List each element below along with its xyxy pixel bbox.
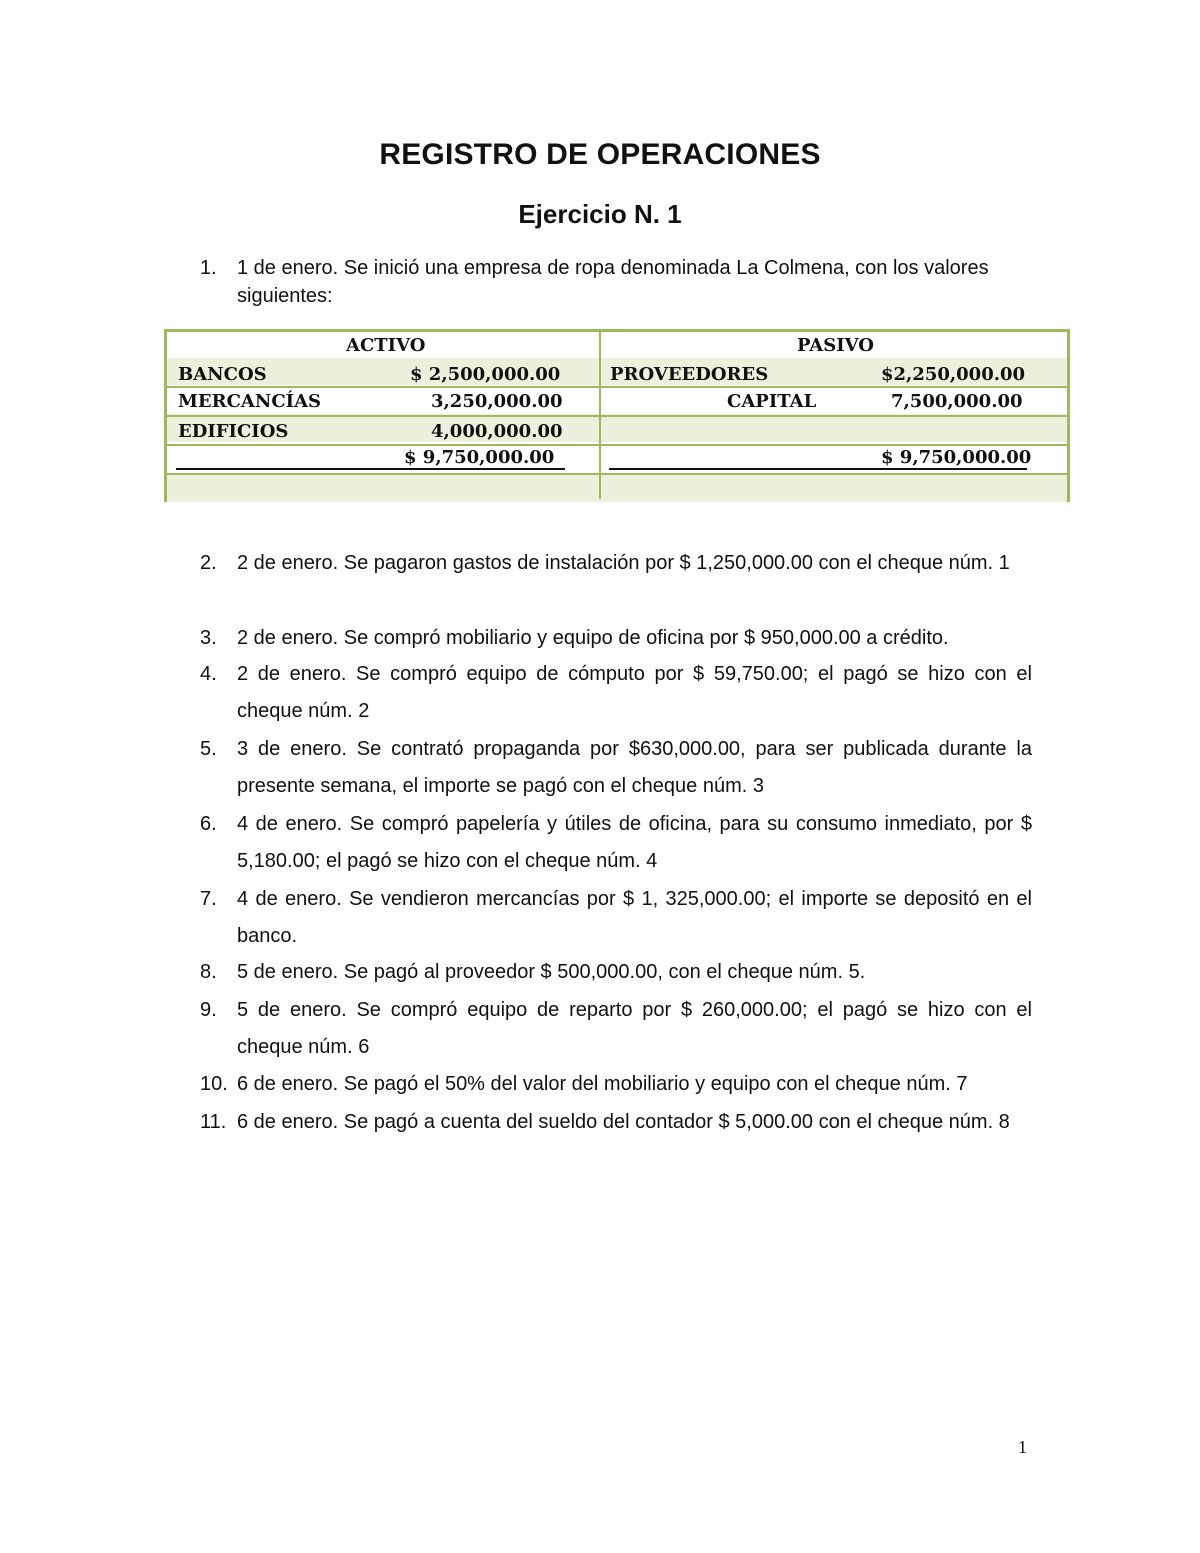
operation-text: 2 de enero. Se pagaron gastos de instalación por $ 1,250,000.00 con el cheque núm. 1 — [237, 552, 1010, 574]
pasivo-label-proveedores: PROVEEDORES — [610, 364, 769, 385]
activo-total: $ 9,750,000.00 — [404, 447, 555, 468]
operation-number: 9. — [200, 999, 217, 1021]
pasivo-value-proveedores: $2,250,000.00 — [881, 364, 1026, 385]
operation-text: 5 de enero. Se compró equipo de reparto por $ 260,000.00; el pagó se hizo con el cheque núm. 6 — [237, 999, 1032, 1058]
operation-text: 4 de enero. Se compró papelería y útiles de oficina, para su consumo inmediato, por $ 5,180.00; el pagó se hizo con el cheque núm. 4 — [237, 813, 1032, 872]
operation-text: 3 de enero. Se contrató propaganda por $630,000.00, para ser publicada durante la presente semana, el importe se pagó con el cheque núm. 3 — [237, 738, 1032, 797]
operation-item-1 — [200, 254, 1000, 310]
table-divider — [167, 386, 1067, 388]
balance-table — [164, 329, 1070, 502]
operation-number: 3. — [200, 627, 217, 649]
operation-item-9 — [200, 992, 1032, 1066]
total-underline — [176, 468, 565, 470]
operation-number: 4. — [200, 663, 217, 685]
operation-number: 6. — [200, 813, 217, 835]
operation-number: 7. — [200, 888, 217, 910]
operation-number: 5. — [200, 738, 217, 760]
operation-text: 2 de enero. Se compró equipo de cómputo por $ 59,750.00; el pagó se hizo con el cheque núm. 2 — [237, 663, 1032, 722]
pasivo-header: PASIVO — [797, 335, 874, 356]
pasivo-total: $ 9,750,000.00 — [881, 447, 1032, 468]
operation-item-4 — [200, 656, 1032, 730]
operation-item-11 — [200, 1104, 1032, 1141]
activo-value-bancos: $ 2,500,000.00 — [410, 364, 561, 385]
operation-text: 4 de enero. Se vendieron mercancías por $ 1, 325,000.00; el importe se depositó en el banco. — [237, 888, 1032, 947]
activo-label-edificios: EDIFICIOS — [178, 421, 289, 442]
operation-number: 10. — [200, 1073, 228, 1095]
operation-item-7 — [200, 881, 1032, 955]
table-row-band — [167, 414, 1067, 442]
operation-item-3 — [200, 620, 1032, 657]
operation-number: 8. — [200, 961, 217, 983]
pasivo-label-capital: CAPITAL — [727, 391, 817, 412]
activo-value-edificios: 4,000,000.00 — [431, 421, 563, 442]
operation-item-5 — [200, 731, 1032, 805]
operation-item-10 — [200, 1066, 1032, 1103]
exercise-subtitle: Ejercicio N. 1 — [518, 199, 682, 229]
activo-header: ACTIVO — [346, 335, 426, 356]
activo-label-mercancias: MERCANCÍAS — [178, 391, 322, 412]
table-column-divider — [599, 332, 601, 499]
table-row-band — [167, 473, 1067, 502]
table-divider — [167, 415, 1067, 417]
operation-text: 6 de enero. Se pagó a cuenta del sueldo del contador $ 5,000.00 con el cheque núm. 8 — [237, 1111, 1010, 1133]
total-underline — [609, 468, 1027, 470]
operation-text: 5 de enero. Se pagó al proveedor $ 500,000.00, con el cheque núm. 5. — [237, 961, 866, 983]
operation-item-2 — [200, 545, 1032, 582]
operation-number: 2. — [200, 552, 217, 574]
table-divider — [167, 444, 1067, 446]
activo-label-bancos: BANCOS — [178, 364, 267, 385]
operation-number: 1. — [200, 257, 217, 279]
activo-value-mercancias: 3,250,000.00 — [431, 391, 563, 412]
operation-item-6 — [200, 806, 1032, 880]
document-title: REGISTRO DE OPERACIONES — [379, 138, 821, 171]
operation-number: 11. — [200, 1111, 227, 1133]
table-divider — [167, 473, 1067, 475]
page-number: 1 — [1018, 1437, 1027, 1457]
operation-text: 1 de enero. Se inició una empresa de ropa denominada La Colmena, con los valores siguientes: — [237, 257, 989, 307]
operation-item-8 — [200, 954, 1032, 991]
operation-text: 6 de enero. Se pagó el 50% del valor del mobiliario y equipo con el cheque núm. 7 — [237, 1073, 968, 1095]
pasivo-value-capital: 7,500,000.00 — [891, 391, 1023, 412]
operation-text: 2 de enero. Se compró mobiliario y equipo de oficina por $ 950,000.00 a crédito. — [237, 627, 949, 649]
